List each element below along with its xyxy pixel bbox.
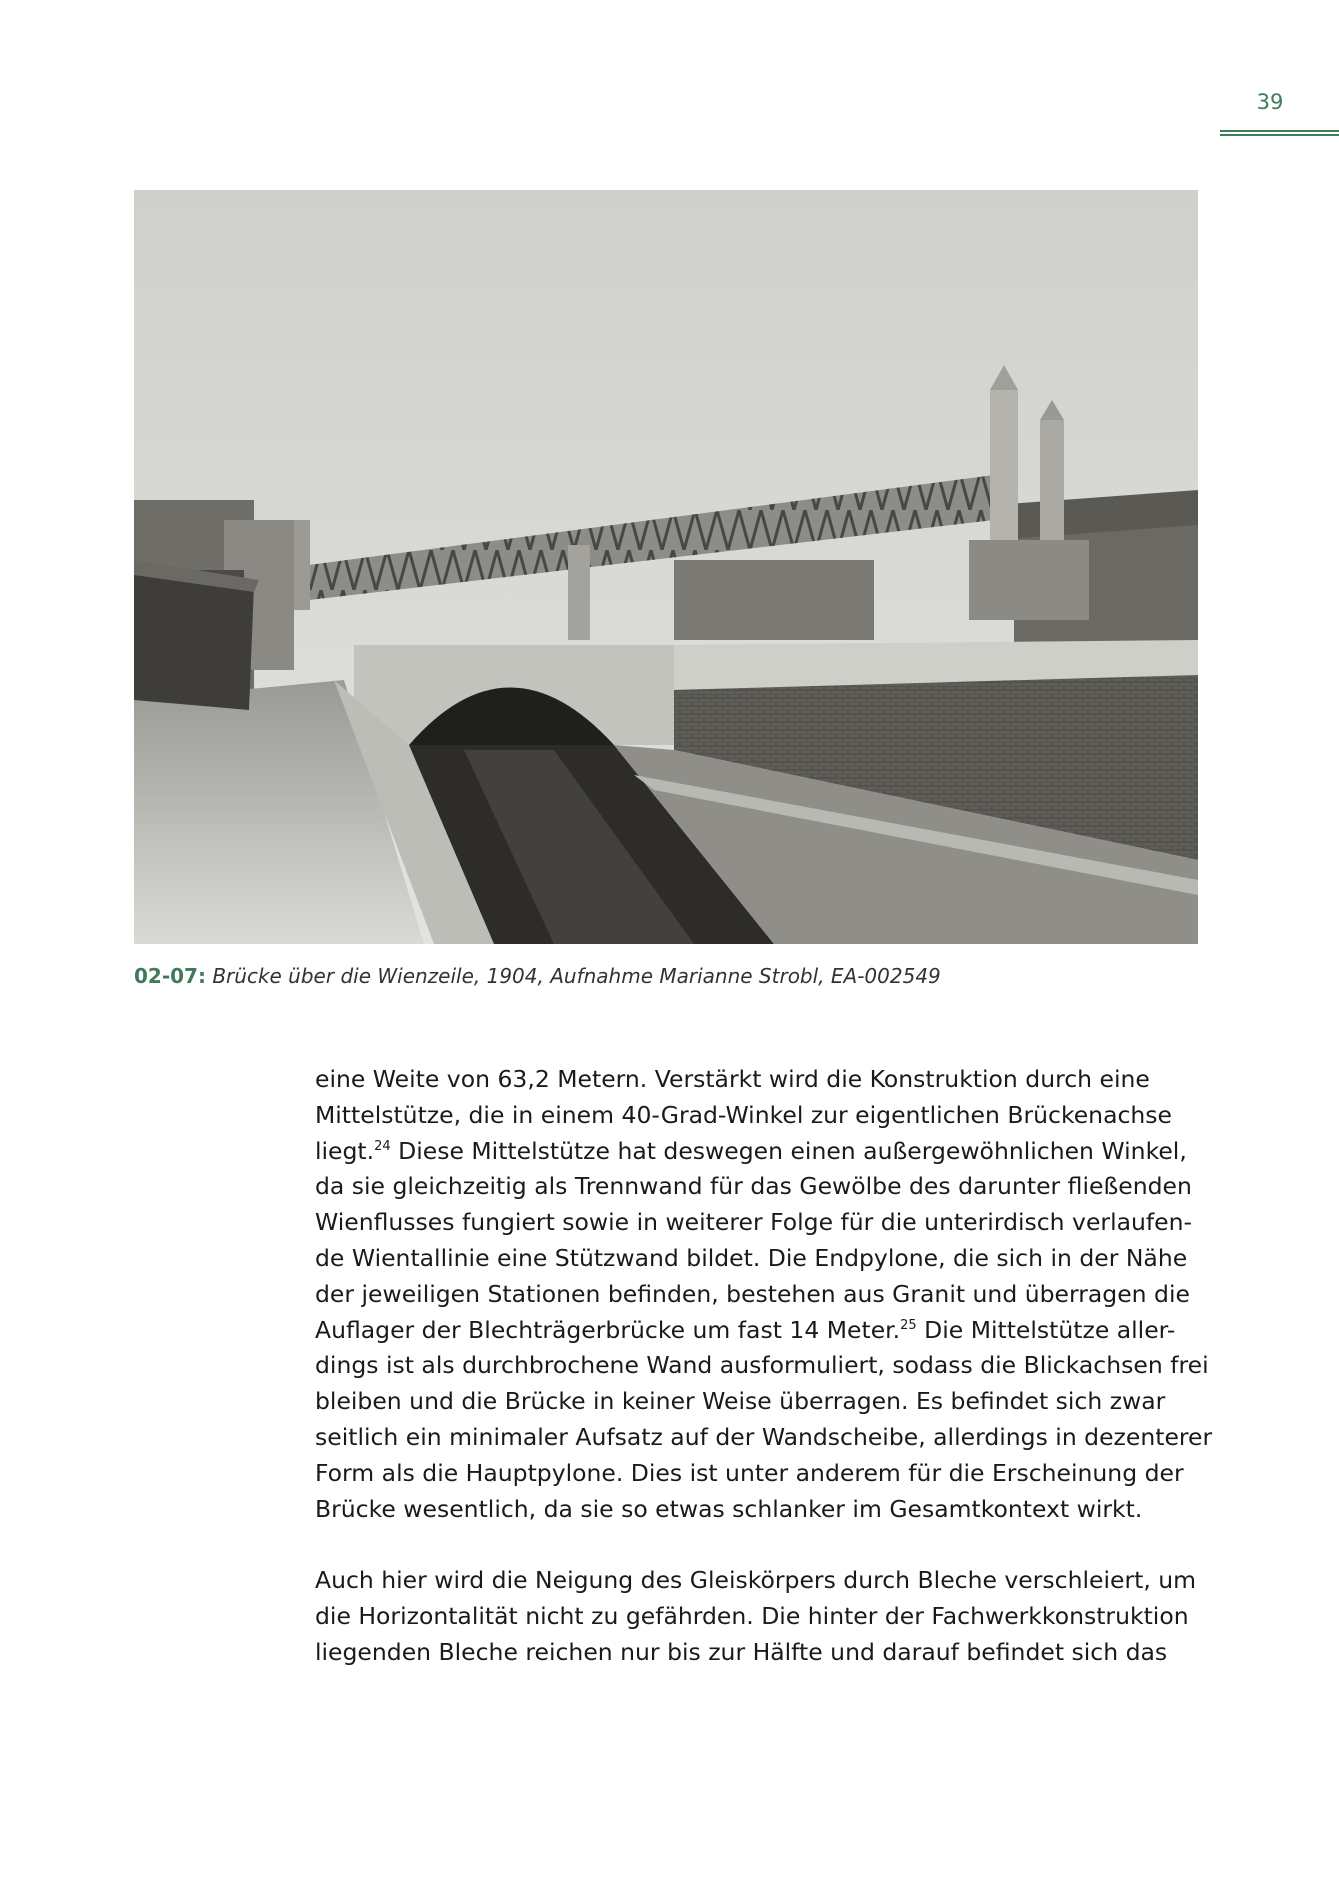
text-line: Wienflusses fungiert sowie in weiterer Folge für die unterirdisch verlaufen- [315,1208,1193,1237]
text-fragment: liegt. [315,1136,375,1165]
caption-text: Brücke über die Wienzeile, 1904, Aufnahme Marianne Strobl, EA-002549 [205,964,941,988]
text-fragment: Diese Mittelstütze hat deswegen einen außergewöhnlichen Winkel, [390,1136,1187,1165]
text-line: eine Weite von 63,2 Metern. Verstärkt wird die Konstruktion durch eine [315,1065,1150,1093]
paragraph-gap [315,1527,1195,1563]
text-line: der jeweiligen Stationen befinden, bestehen aus Granit und überragen die [315,1279,1190,1308]
figure-caption [134,964,1234,988]
text-line: die Horizontalität nicht zu gefährden. Die hinter der Fachwerkkonstruktion [315,1602,1189,1631]
header-rule-secondary [1220,134,1339,136]
caption-label: 02-07: [134,964,206,988]
body-text [315,1062,1213,1671]
text-line: liegenden Bleche reichen nur bis zur Hälfte und darauf befindet sich das [315,1637,1168,1666]
text-line: Auch hier wird die Neigung des Gleiskörpers durch Bleche verschleiert, um [315,1566,1197,1595]
text-line [315,1134,1195,1170]
text-line: de Wientallinie eine Stützwand bildet. Die Endpylone, die sich in der Nähe [315,1243,1188,1272]
text-fragment: Auflager der Blechträgerbrücke um fast 14 Meter. [315,1315,901,1344]
text-line: Brücke wesentlich, da sie so etwas schlanker im Gesamtkontext wirkt. [315,1494,1143,1523]
text-line: da sie gleichzeitig als Trennwand für das Gewölbe des darunter fließenden [315,1172,1192,1201]
text-line: bleiben und die Brücke in keiner Weise überragen. Es befindet sich zwar [315,1387,1166,1416]
text-fragment: Die Mittelstütze aller- [916,1315,1176,1344]
text-line: dings ist als durchbrochene Wand ausformuliert, sodass die Blickachsen frei [315,1351,1209,1380]
text-line: Form als die Hauptpylone. Dies ist unter anderem für die Erscheinung der [315,1458,1184,1487]
header-rule [1220,130,1339,132]
figure-photo-bridge [134,190,1198,944]
text-line: Mittelstütze, die in einem 40-Grad-Winkel zur eigentlichen Brückenachse [315,1100,1172,1129]
footnote-reference[interactable]: 25 [900,1317,917,1333]
footnote-reference[interactable]: 24 [374,1138,391,1154]
text-line [315,1313,1195,1349]
text-line: seitlich ein minimaler Aufsatz auf der Wandscheibe, allerdings in dezenterer [315,1422,1213,1451]
page-number: 39 [1256,90,1284,114]
